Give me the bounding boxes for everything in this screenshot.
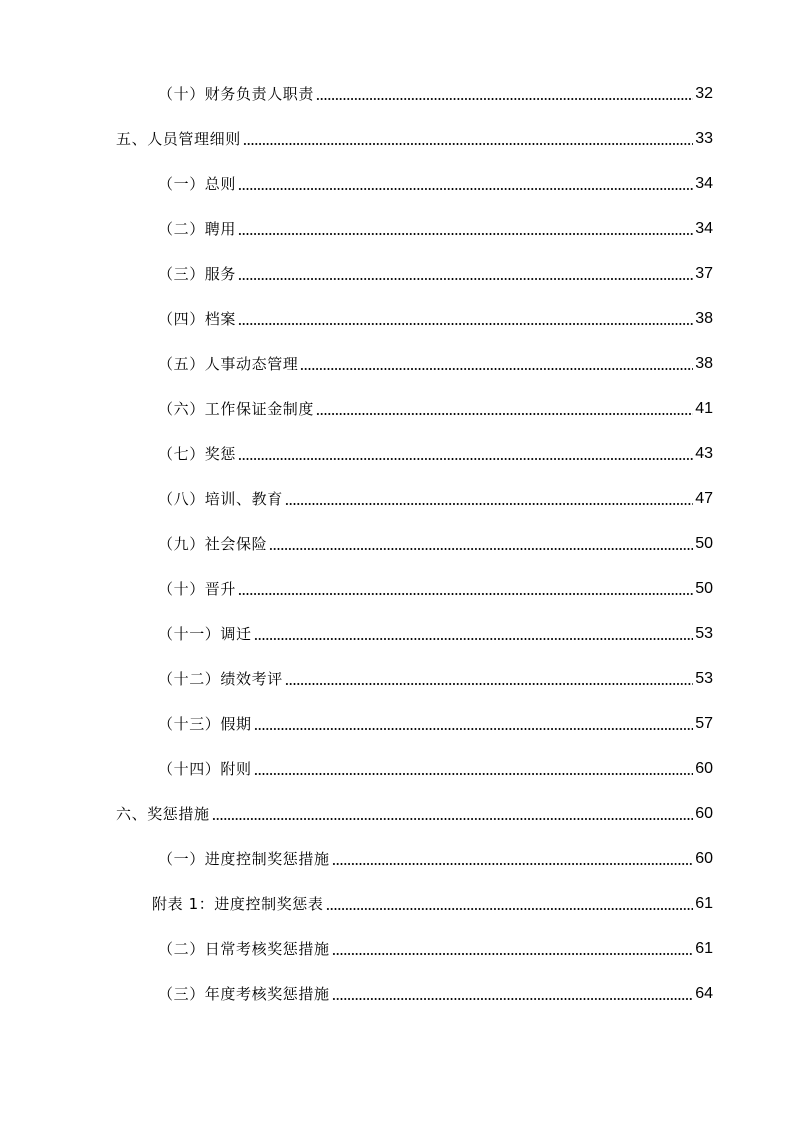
toc-page-number: 64 [695,985,713,1002]
toc-entry-label: （七）奖惩 [158,445,237,463]
toc-dot-leader [212,818,694,820]
toc-entry-personnel-rules[interactable] [116,125,713,149]
toc-entry-daily-assessment-measures[interactable] [158,935,713,959]
toc-dot-leader [254,638,694,640]
toc-dot-leader [332,863,694,865]
toc-entry-social-insurance[interactable] [158,530,713,554]
toc-page-number: 34 [695,220,713,237]
toc-dot-leader [285,683,693,685]
toc-entry-general[interactable] [158,170,713,194]
toc-page-number: 57 [695,715,713,732]
toc-page-number: 61 [695,940,713,957]
toc-entry-personnel-changes[interactable] [158,350,713,374]
toc-dot-leader [238,323,693,325]
toc-entry-label: （十四）附则 [158,760,252,778]
toc-entry-label: （六）工作保证金制度 [158,400,315,418]
toc-entry-label: （五）人事动态管理 [158,355,299,373]
toc-page-number: 38 [695,355,713,372]
toc-entry-transfer[interactable] [158,620,713,644]
toc-dot-leader [238,458,693,460]
toc-dot-leader [254,773,694,775]
toc-page-number: 53 [695,670,713,687]
toc-dot-leader [316,98,693,100]
toc-entry-label: （八）培训、教育 [158,490,283,508]
toc-entry-label: （三）服务 [158,265,237,283]
toc-page-number: 47 [695,490,713,507]
toc-dot-leader [269,548,693,550]
toc-entry-progress-control-measures[interactable] [158,845,713,869]
toc-entry-annual-assessment-measures[interactable] [158,980,713,1004]
toc-page-number: 60 [695,805,713,822]
toc-entry-label: （十二）绩效考评 [158,670,283,688]
toc-entry-reward-measures[interactable] [116,800,713,824]
toc-entry-holidays[interactable] [158,710,713,734]
toc-page-number: 50 [695,580,713,597]
toc-entry-label: （二）日常考核奖惩措施 [158,940,330,958]
toc-dot-leader [238,188,693,190]
toc-dot-leader [332,998,694,1000]
toc-entry-promotion[interactable] [158,575,713,599]
toc-dot-leader [332,953,694,955]
toc-entry-performance-review[interactable] [158,665,713,689]
toc-page-number: 37 [695,265,713,282]
toc-dot-leader [285,503,693,505]
toc-entry-appendix-table-1[interactable] [152,890,713,914]
toc-page-number: 61 [695,895,713,912]
toc-page-number: 38 [695,310,713,327]
toc-entry-service[interactable] [158,260,713,284]
toc-entry-label: （十）晋升 [158,580,237,598]
toc-entry-rewards-penalties[interactable] [158,440,713,464]
toc-entry-training[interactable] [158,485,713,509]
toc-dot-leader [316,413,693,415]
toc-dot-leader [238,278,693,280]
toc-page-number: 33 [695,130,713,147]
toc-dot-leader [300,368,693,370]
toc-entry-finance-head-duties[interactable] [158,80,713,104]
toc-entry-label: 六、奖惩措施 [116,805,210,823]
toc-entry-hiring[interactable] [158,215,713,239]
toc-page-number: 53 [695,625,713,642]
toc-entry-archives[interactable] [158,305,713,329]
toc-entry-label: 附表 1：进度控制奖惩表 [152,895,324,913]
toc-page-number: 32 [695,85,713,102]
toc-entry-label: （三）年度考核奖惩措施 [158,985,330,1003]
toc-page-number: 41 [695,400,713,417]
toc-entry-label: （九）社会保险 [158,535,268,553]
toc-dot-leader [243,143,693,145]
toc-dot-leader [238,593,693,595]
toc-entry-work-deposit[interactable] [158,395,713,419]
toc-dot-leader [238,233,693,235]
toc-entry-label: （一）进度控制奖惩措施 [158,850,330,868]
toc-page-number: 34 [695,175,713,192]
toc-entry-supplementary[interactable] [158,755,713,779]
toc-entry-label: （二）聘用 [158,220,237,238]
toc-entry-label: （十三）假期 [158,715,252,733]
toc-entry-label: （四）档案 [158,310,237,328]
toc-page-number: 60 [695,760,713,777]
toc-entry-label: （十）财务负责人职责 [158,85,315,103]
toc-dot-leader [254,728,694,730]
toc-dot-leader [326,908,694,910]
toc-page-number: 43 [695,445,713,462]
toc-page-number: 60 [695,850,713,867]
toc-page-number: 50 [695,535,713,552]
toc-entry-label: （一）总则 [158,175,237,193]
toc-entry-label: 五、人员管理细则 [116,130,241,148]
toc-entry-label: （十一）调迁 [158,625,252,643]
